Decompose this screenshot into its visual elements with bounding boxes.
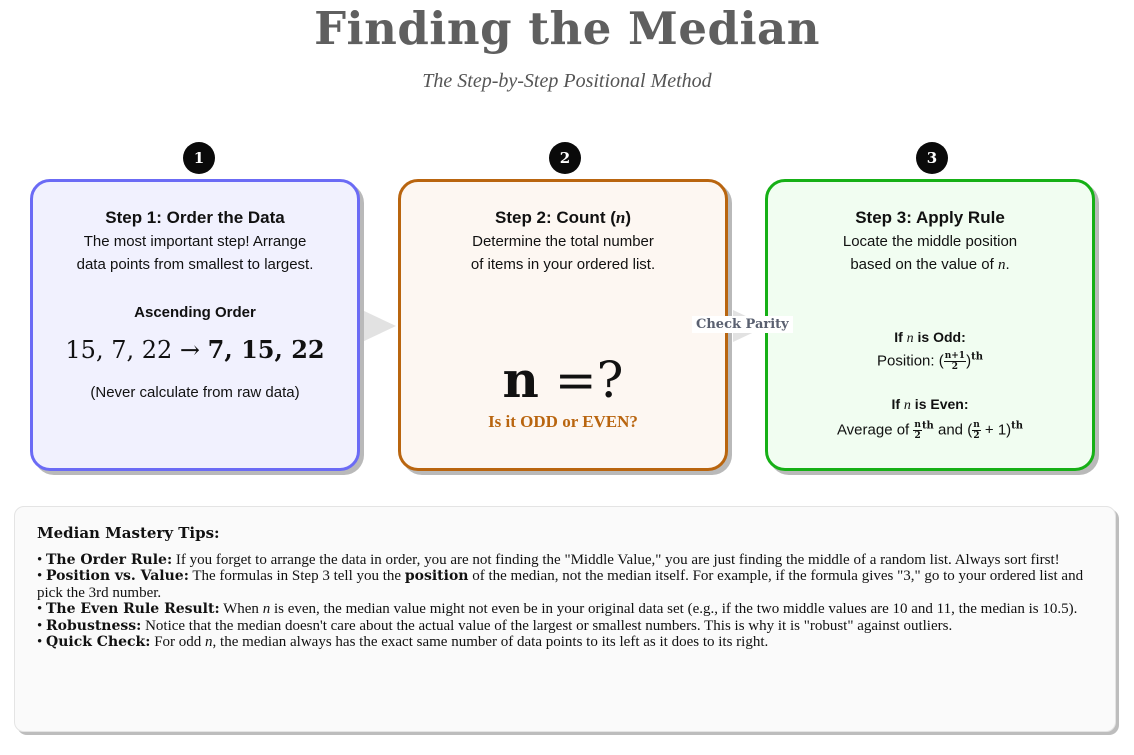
step-2-card	[398, 179, 728, 471]
desc-line: Locate the middle position	[842, 233, 1018, 250]
step-3-badge: 3	[916, 142, 948, 174]
tip-item: • The Even Rule Result: When n is even, the median value might not even be in your original data set (e.g., if the two middle values are 10 and 11, the median is 10.5).	[37, 601, 1078, 617]
superscript-th: th	[921, 420, 934, 432]
denominator: 2	[973, 431, 980, 441]
denominator: 2	[951, 362, 959, 372]
step-3-card	[765, 179, 1095, 471]
tip-item: • The Order Rule: If you forget to arrange the data in order, you are not finding the "Middle Value," you are just finding the middle of a random list. Always sort first!	[37, 551, 1060, 568]
step-1-badge: 1	[183, 142, 215, 174]
tip-text: , the median always has the exact same number of data points to its left as it does to its right.	[212, 634, 769, 650]
desc-line: data points from smallest to largest.	[76, 256, 314, 273]
step-1-card	[30, 179, 360, 471]
n-equals-question	[401, 350, 725, 409]
step-3-title: Step 3: Apply Rule	[855, 208, 1005, 227]
step-2-title	[401, 208, 725, 228]
arrow-icon: →	[179, 336, 201, 364]
var-n: n	[502, 350, 539, 409]
tip-item: • Robustness: Notice that the median doesn't care about the actual value of the largest or smallest numbers. This is why it is "robust" against outliers.	[37, 617, 953, 634]
var-n: n	[997, 257, 1006, 273]
step-1-title: Step 1: Order the Data	[105, 208, 285, 227]
page-subtitle: The Step-by-Step Positional Method	[422, 70, 712, 92]
parity-question: Is it ODD or EVEN?	[488, 412, 638, 431]
rule-text: If	[891, 396, 904, 412]
step-1-note: (Never calculate from raw data)	[90, 384, 300, 401]
var-n: n	[903, 398, 911, 413]
desc-line	[768, 253, 1092, 277]
tips-panel	[14, 506, 1116, 732]
even-rule-formula	[768, 420, 1092, 441]
tip-label: Robustness:	[46, 617, 142, 634]
fraction	[913, 420, 922, 441]
var-n: n	[906, 331, 914, 346]
tip-item: • Quick Check: For odd n, the median always has the exact same number of data points to its left as it does to its right.	[37, 634, 769, 650]
desc-line: Determine the total number	[472, 233, 654, 250]
tip-text: When	[219, 601, 263, 617]
formula-text: Position: (	[877, 352, 944, 370]
odd-rule-formula	[768, 351, 1092, 372]
fraction	[944, 351, 966, 372]
rule-text: If	[894, 329, 907, 345]
ascending-order-heading: Ascending Order	[134, 304, 256, 321]
formula-text: )	[966, 352, 972, 370]
desc-text: .	[1005, 256, 1010, 273]
sorting-example	[33, 335, 357, 364]
superscript-th: th	[1011, 420, 1024, 432]
arrow-right-icon	[362, 310, 396, 342]
even-rule-heading	[768, 396, 1092, 414]
tip-text: is even, the median value might not even be in your original data set (e.g., if the two middle values are 10 and 11, the median is 10.5).	[270, 601, 1078, 617]
equals-question: =?	[538, 351, 624, 409]
tip-emphasis: position	[404, 568, 469, 584]
desc-line: of items in your ordered list.	[470, 256, 656, 273]
page-title: Finding the Median	[314, 2, 820, 55]
desc-text: based on the value of	[850, 256, 998, 273]
step-1-description	[33, 230, 357, 276]
title-text: )	[625, 208, 632, 227]
fraction	[972, 420, 981, 441]
formula-text: and (	[933, 421, 973, 439]
tip-label: The Order Rule:	[46, 551, 173, 568]
tip-item: • Position vs. Value: The formulas in Step 3 tell you the position of the median, not the median itself. For example, if the formula gives "3," go to your ordered list and pick the 3rd number.	[37, 568, 1084, 601]
check-parity-label: Check Parity	[692, 316, 793, 333]
numerator: n	[973, 420, 980, 430]
step-2-description	[401, 230, 725, 276]
superscript-th: th	[971, 351, 983, 363]
odd-rule-heading	[768, 329, 1092, 347]
step-3-description	[768, 230, 1092, 277]
var-n: n	[262, 601, 271, 617]
numerator: n+1	[944, 351, 966, 361]
tip-label: Position vs. Value:	[46, 568, 189, 584]
tip-text: Notice that the median doesn't care about the actual value of the largest or smallest numbers. This is why it is "robust" against outliers.	[141, 617, 953, 634]
denominator: 2	[914, 431, 921, 441]
tip-text: of the median, not the median itself. For example, if the formula gives "3," go to your ordered list and pick the 3rd number.	[37, 568, 1084, 601]
rule-text: is Even:	[910, 396, 969, 412]
formula-text: + 1)	[980, 421, 1012, 439]
tip-text: For odd	[150, 634, 206, 650]
tip-text: If you forget to arrange the data in order, you are not finding the "Middle Value," you are just finding the middle of a random list. Always sort first!	[172, 551, 1060, 568]
numerator: n	[914, 420, 921, 430]
desc-line: The most important step! Arrange	[83, 233, 307, 250]
var-n: n	[205, 634, 213, 650]
title-text: Step 2: Count (	[494, 208, 616, 227]
tip-text: The formulas in Step 3 tell you the	[188, 568, 405, 584]
tip-label: Quick Check:	[46, 634, 151, 650]
raw-data: 15, 7, 22	[65, 336, 173, 364]
var-n: n	[615, 208, 626, 227]
formula-text: Average of	[836, 421, 914, 439]
rule-text: is Odd:	[913, 329, 966, 345]
step-2-badge: 2	[549, 142, 581, 174]
tips-title: Median Mastery Tips:	[37, 524, 220, 542]
tip-label: The Even Rule Result:	[46, 601, 220, 617]
sorted-data: 7, 15, 22	[207, 335, 325, 364]
